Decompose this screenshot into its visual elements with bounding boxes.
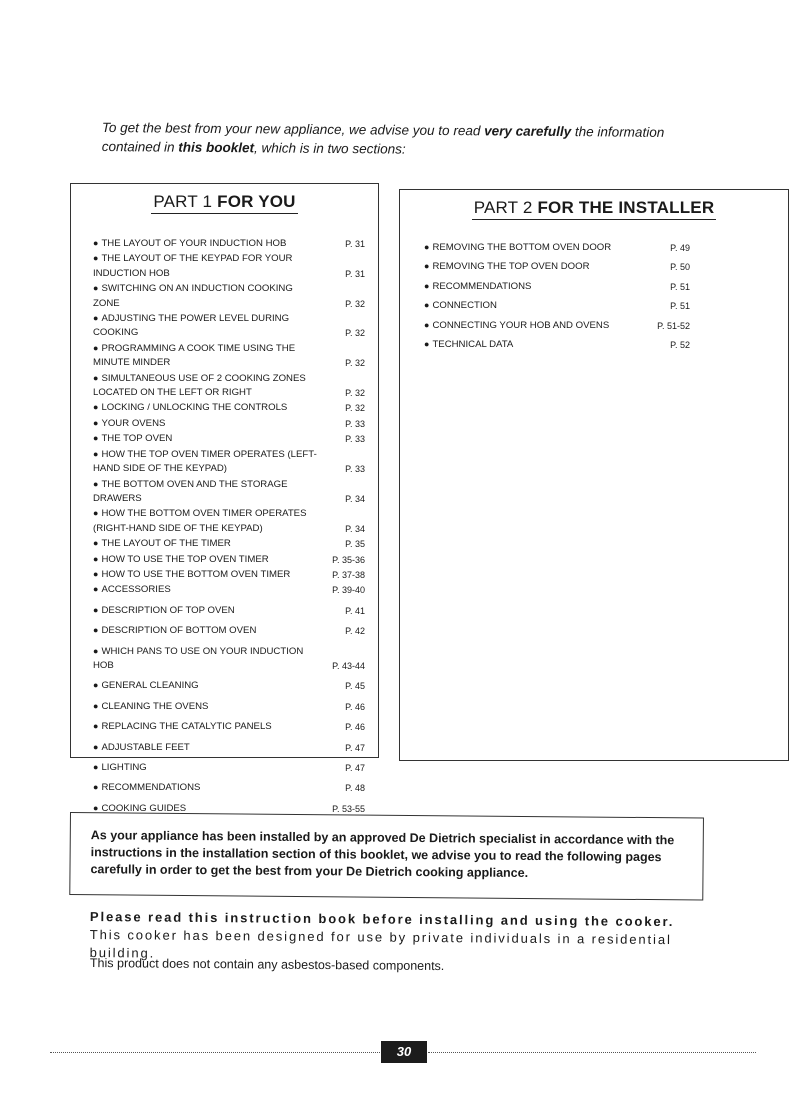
asbestos-statement: This product does not contain any asbestos-based components. <box>89 956 445 974</box>
toc-entry-label: ● THE BOTTOM OVEN AND THE STORAGE DRAWERS <box>93 477 363 507</box>
toc-entry-page: P. 31 <box>345 239 365 249</box>
toc-entry <box>93 678 365 693</box>
toc-entry-label: ● SWITCHING ON AN INDUCTION COOKING ZONE <box>93 281 363 311</box>
toc-entry-page: P. 37-38 <box>332 569 365 580</box>
toc-entry <box>93 552 365 567</box>
toc-entry-label: ● PROGRAMMING A COOK TIME USING THE MINUTE MINDER <box>93 341 363 371</box>
toc-entry <box>93 780 365 795</box>
toc-entry <box>93 719 365 734</box>
toc-entry-label: ● CONNECTING YOUR HOB AND OVENS <box>424 318 688 333</box>
toc-entry-page: P. 33 <box>345 434 365 445</box>
toc-entry-page: P. 47 <box>345 763 365 773</box>
toc-entry <box>93 623 365 638</box>
toc-entry-label: ● THE TOP OVEN <box>93 431 363 446</box>
toc-entry-label: ● COOKING GUIDES <box>93 801 363 816</box>
toc-entry-page: P. 32 <box>345 403 365 414</box>
intro-emphasis-2: this booklet <box>178 139 255 156</box>
toc-entry-page: P. 51 <box>670 301 690 312</box>
page-number: 30 <box>381 1041 427 1063</box>
toc-entry-label: ● HOW TO USE THE TOP OVEN TIMER <box>93 552 363 567</box>
toc-entry-label: ● YOUR OVENS <box>93 416 363 431</box>
toc-entry-page: P. 35 <box>345 539 365 550</box>
toc-entry <box>93 281 365 311</box>
footer-rule-left <box>50 1052 380 1053</box>
toc-entry-label: ● CLEANING THE OVENS <box>93 699 363 714</box>
part2-title-bold: FOR THE INSTALLER <box>537 198 715 217</box>
toc-entry <box>424 279 690 294</box>
toc-entry-page: P. 31 <box>345 268 365 279</box>
please-read-bold: Please read this instruction book before installing and using the cooker. <box>89 908 675 930</box>
toc-entry-page: P. 53-55 <box>332 803 365 814</box>
toc-entry-label: ● ACCESSORIES <box>93 582 363 597</box>
toc-entry-page: P. 39-40 <box>332 585 365 596</box>
part2-contents-list <box>424 240 690 356</box>
toc-entry <box>424 337 690 352</box>
toc-entry-page: P. 52 <box>670 340 690 351</box>
toc-entry-label: ● RECOMMENDATIONS <box>93 780 363 795</box>
part1-box <box>70 183 379 814</box>
toc-entry <box>93 477 365 507</box>
part1-title-prefix: PART 1 <box>153 192 218 211</box>
toc-entry-label: ● REPLACING THE CATALYTIC PANELS <box>93 719 363 734</box>
toc-entry-page: P. 48 <box>345 783 365 794</box>
toc-entry-page: P. 43-44 <box>332 660 365 671</box>
installer-notice: As your appliance has been installed by an approved De Dietrich specialist in accordance with the instructions in the installation section of this booklet, we advise you to read the following pages carefully in order to get the best from your De Dietrich cooking appliance. <box>69 812 704 901</box>
toc-entry-label: ● LOCKING / UNLOCKING THE CONTROLS <box>93 400 363 415</box>
part2-box <box>399 189 789 761</box>
toc-entry-page: P. 41 <box>345 605 365 616</box>
toc-entry-label: ● SIMULTANEOUS USE OF 2 COOKING ZONES LOCATED ON THE LEFT OR RIGHT <box>93 371 363 401</box>
toc-entry-page: P. 46 <box>345 701 365 712</box>
toc-entry <box>93 567 365 582</box>
toc-entry <box>93 431 365 446</box>
toc-entry <box>424 298 690 313</box>
toc-entry-label: ● DESCRIPTION OF BOTTOM OVEN <box>93 623 363 638</box>
toc-entry <box>93 740 365 755</box>
toc-entry-page: P. 51 <box>670 281 690 292</box>
residential-use-text: This cooker has been designed for use by private individuals in a residential building. <box>89 926 672 961</box>
toc-entry-page: P. 45 <box>345 681 365 692</box>
intro-text-1: To get the best from your new appliance, we advise you to read <box>101 119 485 139</box>
toc-entry-label: ● THE LAYOUT OF YOUR INDUCTION HOB <box>93 236 363 251</box>
part2-title <box>400 198 788 218</box>
toc-entry-page: P. 32 <box>345 388 365 399</box>
toc-entry-label: ● THE LAYOUT OF THE TIMER <box>93 536 363 551</box>
toc-entry-page: P. 35-36 <box>332 554 365 565</box>
toc-entry-label: ● HOW TO USE THE BOTTOM OVEN TIMER <box>93 567 363 582</box>
toc-entry-page: P. 42 <box>345 626 365 637</box>
part1-title-bold: FOR YOU <box>217 192 296 211</box>
toc-entry <box>424 318 690 333</box>
toc-entry <box>93 371 365 401</box>
toc-entry <box>93 536 365 551</box>
intro-text-2: the information contained in <box>101 124 665 155</box>
toc-entry-page: P. 32 <box>345 328 365 339</box>
toc-entry <box>93 447 365 477</box>
toc-entry-label: ● RECOMMENDATIONS <box>424 279 688 294</box>
part2-title-prefix: PART 2 <box>473 198 538 217</box>
toc-entry <box>424 259 690 274</box>
toc-entry-label: ● HOW THE TOP OVEN TIMER OPERATES (LEFT-HAND SIDE OF THE KEYPAD) <box>93 447 363 477</box>
toc-entry-page: P. 34 <box>345 523 365 534</box>
toc-entry <box>93 760 365 775</box>
toc-entry-page: P. 33 <box>345 418 365 429</box>
toc-entry-page: P. 50 <box>670 262 690 273</box>
toc-entry-label: ● ADJUSTABLE FEET <box>93 740 363 755</box>
intro-emphasis-1: very carefully <box>484 123 572 140</box>
toc-entry-label: ● GENERAL CLEANING <box>93 678 363 693</box>
toc-entry <box>93 699 365 714</box>
toc-entry <box>93 236 365 251</box>
toc-entry-label: ● THE LAYOUT OF THE KEYPAD FOR YOUR INDUCTION HOB <box>93 251 363 281</box>
toc-entry-page: P. 33 <box>345 464 365 475</box>
toc-entry-label: ● HOW THE BOTTOM OVEN TIMER OPERATES (RIGHT-HAND SIDE OF THE KEYPAD) <box>93 506 363 536</box>
part1-title <box>71 192 378 212</box>
toc-entry-page: P. 51-52 <box>657 320 690 331</box>
toc-entry-label: ● LIGHTING <box>93 760 363 775</box>
toc-entry-label: ● REMOVING THE TOP OVEN DOOR <box>424 259 688 274</box>
toc-entry <box>93 311 365 341</box>
toc-entry-page: P. 32 <box>345 358 365 369</box>
toc-entry <box>93 582 365 597</box>
toc-entry <box>93 341 365 371</box>
toc-entry-label: ● TECHNICAL DATA <box>424 337 688 352</box>
toc-entry-page: P. 46 <box>345 722 365 733</box>
toc-entry-label: ● ADJUSTING THE POWER LEVEL DURING COOKING <box>93 311 363 341</box>
intro-text-3: , which is in two sections: <box>254 140 406 157</box>
intro-paragraph <box>102 118 702 161</box>
toc-entry-page: P. 32 <box>345 298 365 309</box>
toc-entry <box>93 506 365 536</box>
part1-contents-list <box>93 236 365 816</box>
toc-entry-page: P. 49 <box>670 243 690 253</box>
toc-entry <box>424 240 690 255</box>
toc-entry <box>93 603 365 618</box>
footer-rule-right <box>428 1052 756 1053</box>
toc-entry <box>93 644 365 674</box>
toc-entry-page: P. 34 <box>345 493 365 504</box>
toc-entry-label: ● CONNECTION <box>424 298 688 313</box>
toc-entry-label: ● DESCRIPTION OF TOP OVEN <box>93 603 363 618</box>
toc-entry-label: ● REMOVING THE BOTTOM OVEN DOOR <box>424 240 688 255</box>
toc-entry <box>93 400 365 415</box>
toc-entry-label: ● WHICH PANS TO USE ON YOUR INDUCTION HOB <box>93 644 363 674</box>
toc-entry-page: P. 47 <box>345 742 365 753</box>
toc-entry <box>93 251 365 281</box>
toc-entry <box>93 416 365 431</box>
